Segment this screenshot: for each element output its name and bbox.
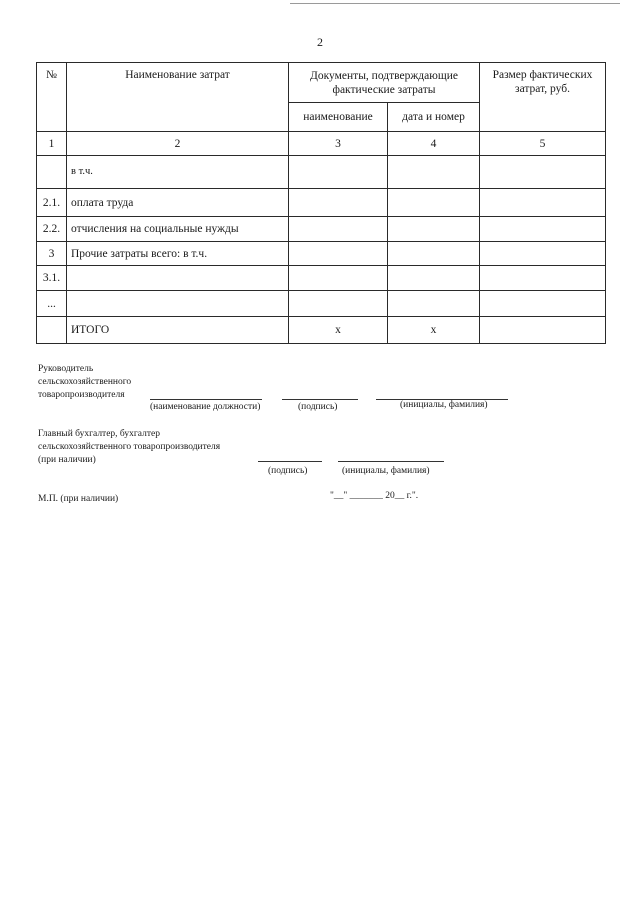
row-cost-name: ИТОГО [67,317,289,344]
row-doc-date [388,291,480,317]
row-num: ... [37,291,67,317]
row-cost-name [67,266,289,291]
accountant-label-line1: Главный бухгалтер, бухгалтер [38,429,160,439]
row-doc-name [289,217,388,242]
row-amount [480,156,606,189]
row-num: 3 [37,242,67,266]
accountant-label-line3: (при наличии) [38,455,96,465]
head-caption-signature: (подпись) [298,402,338,412]
column-number: 5 [480,132,606,156]
row-doc-name [289,291,388,317]
column-numbers-row [37,132,606,156]
accountant-caption-signature: (подпись) [268,466,308,476]
total-row [37,317,606,344]
top-scan-edge [290,3,620,4]
head-position-line [150,399,262,400]
row-doc-date [388,156,480,189]
row-amount [480,291,606,317]
table-row [37,242,606,266]
row-doc-name: х [289,317,388,344]
head-label-line1: Руководитель [38,364,94,374]
row-amount [480,189,606,217]
costs-table [36,62,606,344]
row-doc-date: х [388,317,480,344]
stamp-label: М.П. (при наличии) [38,494,119,504]
head-label-line3: товаропроизводителя [38,390,125,400]
header-row [37,63,606,103]
row-cost-name: Прочие затраты всего: в т.ч. [67,242,289,266]
row-num: 3.1. [37,266,67,291]
column-number: 2 [67,132,289,156]
row-doc-name [289,242,388,266]
row-cost-name: оплата труда [67,189,289,217]
table-row [37,291,606,317]
row-amount [480,266,606,291]
row-cost-name: отчисления на социальные нужды [67,217,289,242]
row-doc-name [289,156,388,189]
table-row [37,217,606,242]
header-doc-name: наименование [289,103,388,132]
row-amount [480,242,606,266]
row-doc-name [289,266,388,291]
head-caption-position: (наименование должности) [150,402,261,412]
header-documents: Документы, подтверждающие фактические затраты [289,63,480,103]
accountant-label-line2: сельскохозяйственного товаропроизводителя [38,442,221,452]
row-num [37,156,67,189]
head-label-line2: сельскохозяйственного [38,377,132,387]
table-row [37,189,606,217]
row-num [37,317,67,344]
column-number: 3 [289,132,388,156]
table-row [37,266,606,291]
row-cost-name: в т.ч. [67,156,289,189]
row-cost-name [67,291,289,317]
row-doc-date [388,189,480,217]
header-num: № [37,63,67,132]
page-number: 2 [317,35,323,49]
column-number: 1 [37,132,67,156]
accountant-name-line [338,461,444,462]
accountant-signature-line [258,461,322,462]
row-amount [480,317,606,344]
header-cost-name: Наименование затрат [67,63,289,132]
table-row [37,156,606,189]
accountant-caption-name: (инициалы, фамилия) [342,466,430,476]
row-amount [480,217,606,242]
row-num: 2.2. [37,217,67,242]
head-caption-name: (инициалы, фамилия) [400,400,488,410]
date-template: "__" _______ 20__ г.". [330,491,419,501]
column-number: 4 [388,132,480,156]
header-doc-date: дата и номер [388,103,480,132]
row-doc-name [289,189,388,217]
row-doc-date [388,266,480,291]
row-num: 2.1. [37,189,67,217]
header-amount: Размер фактических затрат, руб. [480,63,606,132]
row-doc-date [388,242,480,266]
row-doc-date [388,217,480,242]
head-signature-line [282,399,358,400]
